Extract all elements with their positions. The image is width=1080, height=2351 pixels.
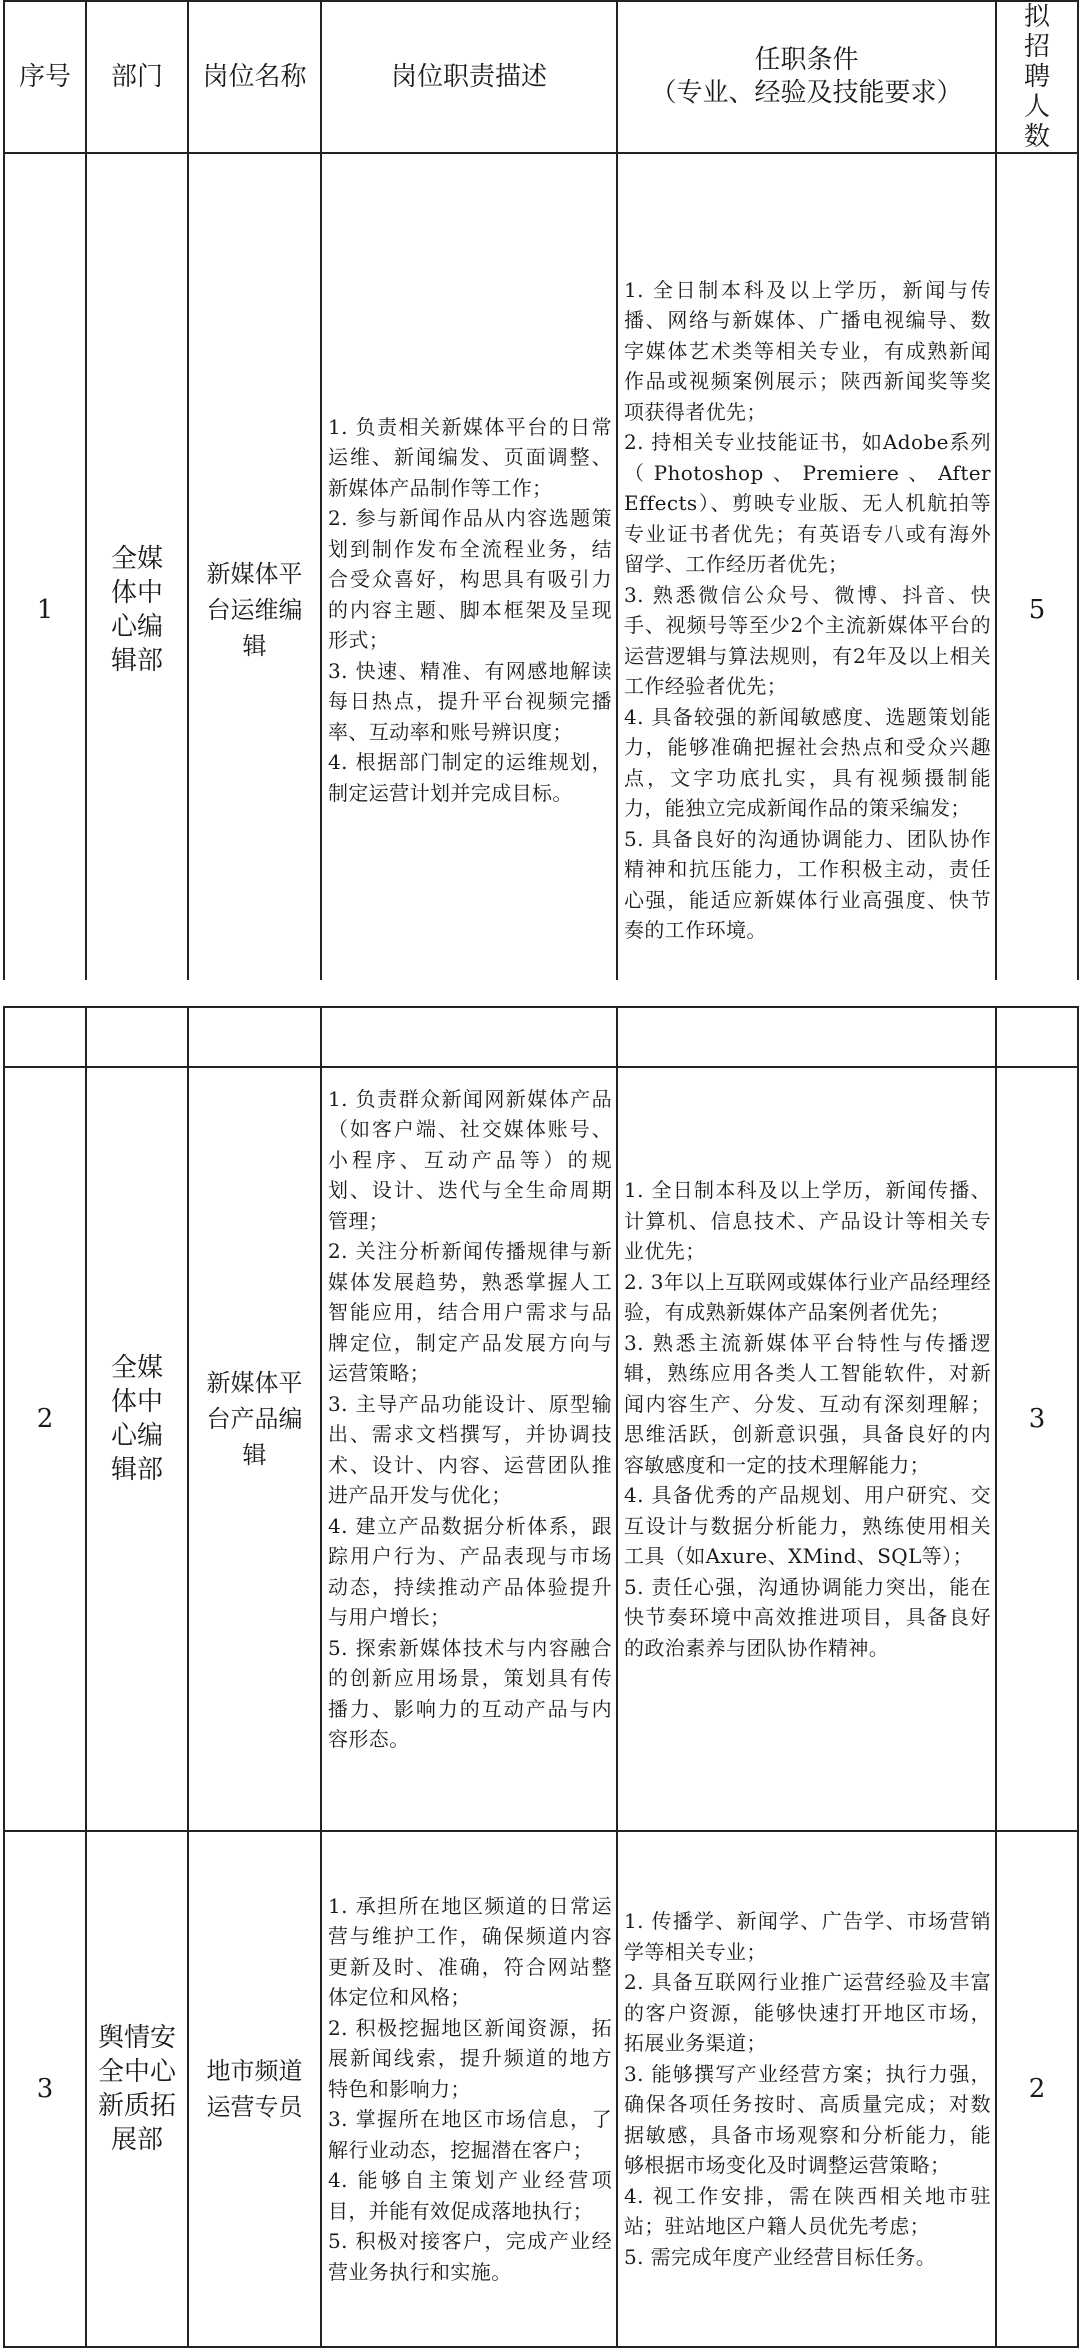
duty-item: 1. 负责群众新闻网新媒体产品（如客户端、社交媒体账号、小程序、互动产品等）的规划、设计、迭代与全生命周期管理； [328,1086,612,1233]
header-requirements-line2: （专业、经验及技能要求） [650,78,963,108]
duty-item: 1. 承担所在地区频道的日常运营与维护工作，确保频道内容更新及时、准确，符合网站整体定位和风格； [328,1893,612,2010]
duty-item: 3. 主导产品功能设计、原型输出、需求文档撰写，并协调技术、设计、内容、运营团队推进产品开发与优化； [328,1391,612,1507]
requirement-item: 4. 具备优秀的产品规划、用户研究、交互设计与数据分析能力，熟练使用相关工具（如Axure、XMind、SQL等）； [624,1483,991,1568]
row-number: 2 [4,1007,86,1831]
requirement-item: 4. 视工作安排，需在陕西相关地市驻站；驻站地区户籍人员优先考虑； [624,2183,991,2238]
duty-item: 2. 参与新闻作品从内容选题策划到制作发布全流程业务，结合受众喜好，构思具有吸引力的内容主题、脚本框架及呈现形式； [328,506,612,653]
header-duty: 岗位职责描述 [321,1,617,153]
row-department [86,1831,188,2347]
row-requirements [617,1007,996,1831]
requirement-item: 1. 传播学、新闻学、广告学、市场营销学等相关专业； [624,1909,991,1964]
header-count [996,1,1078,153]
row-department-text: 全媒体中心编辑部 [110,544,163,676]
row-position [188,1831,321,2347]
requirement-item: 3. 熟悉微信公众号、微博、抖音、快手、视频号等至少2个主流新媒体平台的运营逻辑与算法规则，有2年及以上相关工作经验者优先； [624,582,991,698]
duty-item: 3. 快速、精准、有网感地解读每日热点，提升平台视频完播率、互动率和账号辨识度； [328,658,612,744]
recruitment-table-part-2 [3,1006,1079,2348]
row-position-text: 地市频道运营专员 [206,2057,303,2121]
requirement-item: 5. 责任心强，沟通协调能力突出，能在快节奏环境中高效推进项目，具备良好的政治素养与团队协作精神。 [624,1574,991,1660]
recruitment-table-part-1 [3,0,1079,1068]
table-row [4,153,1078,1067]
requirement-item: 4. 具备较强的新闻敏感度、选题策划能力，能够准确把握社会热点和受众兴趣点，文字功底扎实，具有视频摄制能力，能独立完成新闻作品的策采编发； [624,704,991,820]
row-number: 1 [4,153,86,1067]
requirement-item: 1. 全日制本科及以上学历，新闻与传播、网络与新媒体、广播电视编导、数字媒体艺术类等相关专业，有成熟新闻作品或视频案例展示；陕西新闻奖等奖项获得者优先； [624,277,991,424]
header-requirements [617,1,996,153]
header-count-label: 拟招聘人数 [1023,2,1050,152]
row-department-text: 全媒体中心编辑部 [110,1353,163,1485]
header-requirements-line1: 任职条件 [754,45,859,75]
header-dept: 部门 [86,1,188,153]
duty-item: 3. 掌握所在地区市场信息，了解行业动态，挖掘潜在客户； [328,2107,612,2162]
requirement-item: 1. 全日制本科及以上学历，新闻传播、计算机、信息技术、产品设计等相关专业优先； [624,1178,991,1263]
row-duties [321,1007,617,1831]
table-row [4,1007,1078,1831]
duty-item: 2. 关注分析新闻传播规律与新媒体发展趋势，熟悉掌握人工智能应用，结合用户需求与品牌定位，制定产品发展方向与运营策略； [328,1239,612,1385]
requirement-item: 3. 熟悉主流新媒体平台特性与传播逻辑，熟练应用各类人工智能软件，对新闻内容生产、分发、互动有深刻理解；思维活跃，创新意识强，具备良好的内容敏感度和一定的技术理解能力； [624,1330,991,1477]
row-count: 3 [996,1007,1078,1831]
row-duties [321,1831,617,2347]
page-break-gap [0,980,1080,1006]
requirement-item: 5. 需完成年度产业经营目标任务。 [624,2244,937,2269]
header-no: 序号 [4,1,86,153]
row-position [188,1007,321,1831]
requirement-item: 2. 3年以上互联网或媒体行业产品经理经验，有成熟新媒体产品案例者优先； [624,1269,991,1324]
requirement-item: 2. 持相关专业技能证书，如Adobe系列（Photoshop、Premiere、After Effects）、剪映专业版、无人机航拍等专业证书者优先；有英语专八或有海外留学、工作经历者优先； [624,430,991,576]
row-position-text: 新媒体平台产品编辑 [206,1369,303,1469]
row-requirements [617,1831,996,2347]
duty-item: 4. 建立产品数据分析体系，跟踪用户行为、产品表现与市场动态，持续推动产品体验提升与用户增长； [328,1513,612,1629]
header-position: 岗位名称 [188,1,321,153]
duty-item: 5. 探索新媒体技术与内容融合的创新应用场景，策划具有传播力、影响力的互动产品与内容形态。 [328,1635,612,1751]
row-count: 2 [996,1831,1078,2347]
table-header-row [4,1,1078,153]
requirement-item: 3. 能够撰写产业经营方案；执行力强，确保各项任务按时、高质量完成；对数据敏感，具备市场观察和分析能力，能够根据市场变化及时调整运营策略； [624,2061,991,2177]
duty-item: 5. 积极对接客户，完成产业经营业务执行和实施。 [328,2229,612,2284]
row-department [86,153,188,1067]
requirement-item: 2. 具备互联网行业推广运营经验及丰富的客户资源，能够快速打开地区市场，拓展业务渠道； [624,1970,991,2055]
duty-item: 1. 负责相关新媒体平台的日常运维、新闻编发、页面调整、新媒体产品制作等工作； [328,414,612,500]
row-position [188,153,321,1067]
duty-item: 4. 根据部门制定的运维规划，制定运营计划并完成目标。 [328,750,612,805]
duty-item: 4. 能够自主策划产业经营项目，并能有效促成落地执行； [328,2168,612,2223]
row-department-text: 舆情安全中心新质拓展部 [97,2023,176,2155]
row-requirements [617,153,996,1067]
row-duties [321,153,617,1067]
table-row [4,1831,1078,2347]
row-count: 5 [996,153,1078,1067]
row-department [86,1007,188,1831]
row-number: 3 [4,1831,86,2347]
duty-item: 2. 积极挖掘地区新闻资源，拓展新闻线索，提升频道的地方特色和影响力； [328,2015,612,2101]
row-position-text: 新媒体平台运维编辑 [206,560,303,660]
requirement-item: 5. 具备良好的沟通协调能力、团队协作精神和抗压能力，工作积极主动，责任心强，能适应新媒体行业高强度、快节奏的工作环境。 [624,826,991,942]
